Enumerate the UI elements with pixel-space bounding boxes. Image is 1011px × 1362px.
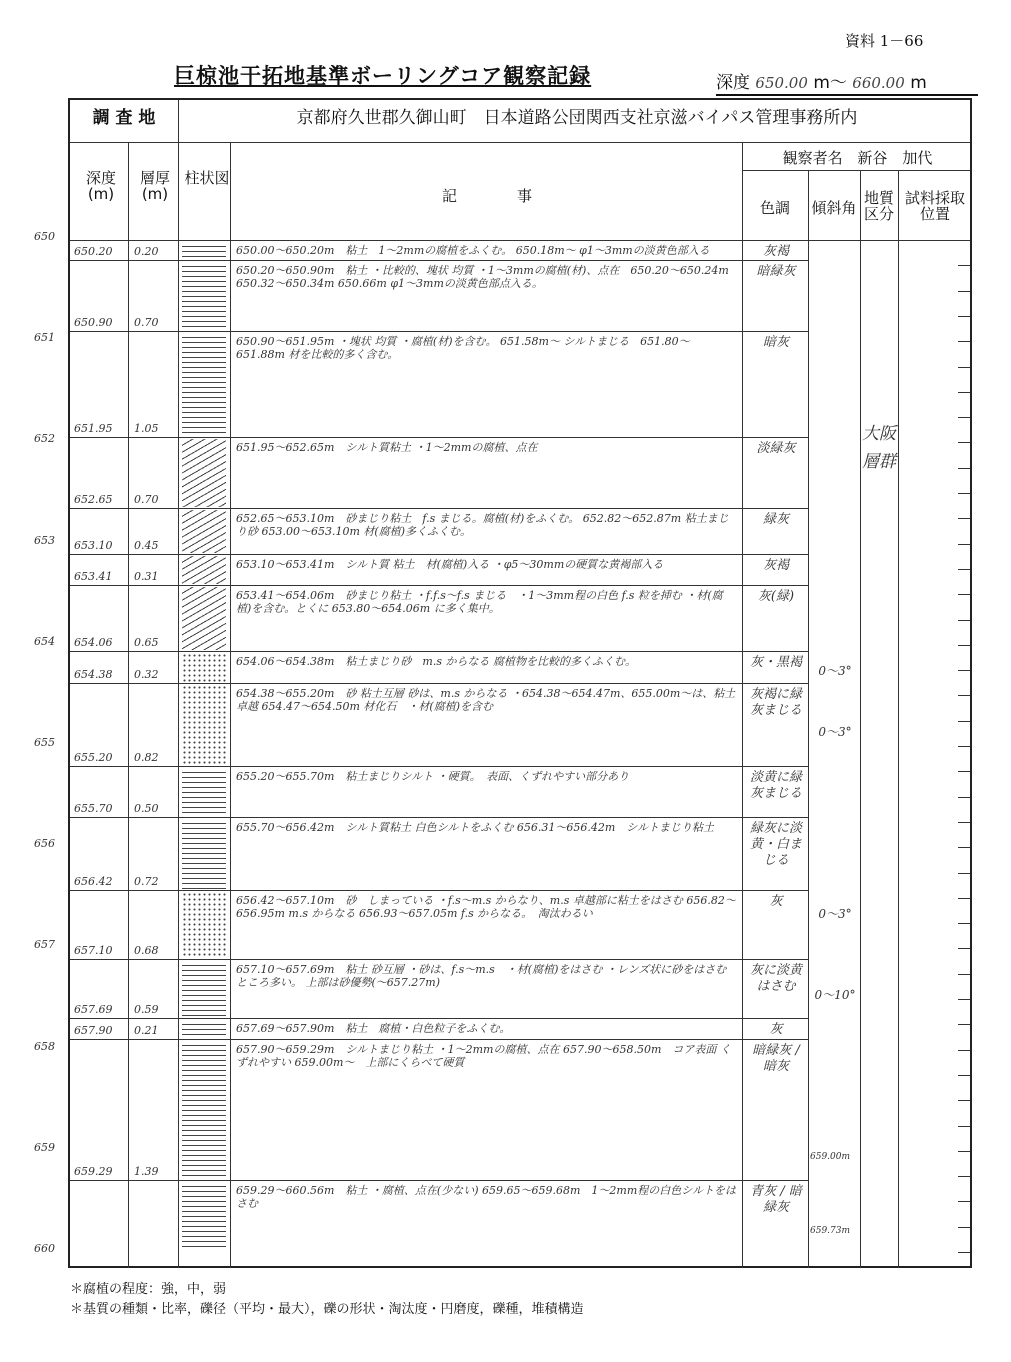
layer-boundary xyxy=(70,890,808,891)
layer-color: 灰 xyxy=(769,1022,783,1038)
scale-tick xyxy=(958,1176,970,1177)
document-title: 巨椋池干拓地基準ボーリングコア観察記録 xyxy=(174,64,592,88)
scale-tick xyxy=(958,999,970,1000)
scale-tick xyxy=(958,1252,970,1253)
depth-range xyxy=(716,68,978,96)
layer-thickness: 0.70 xyxy=(134,316,159,330)
layer-note: 655.20〜655.70m 粘土まじりシルト ・硬質。 表面、くずれやすい部分あり xyxy=(236,770,630,784)
column-graphic xyxy=(182,768,226,816)
layer-note: 659.29〜660.56m 粘土 ・腐植、点在(少ない) 659.65〜659.68m 1〜2mm程の白色シルトをはさむ xyxy=(236,1184,736,1211)
scale-tick xyxy=(958,822,970,823)
layer-boundary xyxy=(70,331,808,332)
depth-range-unit2: m xyxy=(910,73,927,93)
scale-tick xyxy=(958,240,970,241)
scale-tick xyxy=(958,974,970,975)
column-graphic xyxy=(182,439,226,507)
layer-boundary xyxy=(70,959,808,960)
layer-thickness: 0.59 xyxy=(134,1003,159,1017)
layer-note: 657.69〜657.90m 粘土 腐植・白色粒子をふくむ。 xyxy=(236,1022,511,1036)
layer-color: 灰褐 xyxy=(762,244,789,259)
layer-note: 656.42〜657.10m 砂 しまっている ・f.s〜m.s からなり、m.s 卓越部に粘土をはさむ 656.82〜656.95m m.s からなる 656.93〜657.05m f.s からなる。 淘汰わるい xyxy=(236,893,736,920)
layer-note: 654.06〜654.38m 粘土まじり砂 m.s からなる 腐植物を比較的多くふくむ。 xyxy=(236,654,636,668)
layer-color: 暗緑灰 xyxy=(756,264,796,280)
layer-thickness: 0.65 xyxy=(134,635,159,649)
column-graphic xyxy=(182,1020,226,1038)
layer-boundary xyxy=(70,651,808,652)
header-geo: 地質区分 xyxy=(863,189,894,223)
layer-boundary xyxy=(70,1039,808,1040)
layer-thickness: 0.20 xyxy=(134,245,159,259)
core-log-table xyxy=(68,98,972,1268)
layer-boundary xyxy=(70,554,808,555)
layer-depth: 653.10 xyxy=(74,538,113,552)
scale-tick xyxy=(958,594,970,595)
depth-range-from: 650.00 xyxy=(755,74,808,92)
scale-tick xyxy=(958,291,970,292)
layer-depth: 650.90 xyxy=(74,316,113,330)
site-value: 京都府久世郡久御山町 日本道路公団関西支社京滋バイパス管理事務所内 xyxy=(296,108,858,128)
layer-thickness: 0.31 xyxy=(134,570,159,584)
site-label: 調 査 地 xyxy=(92,108,156,128)
column-graphic xyxy=(182,653,226,682)
layer-thickness: 0.82 xyxy=(134,751,159,765)
layer-note: 653.10〜653.41m シルト質 粘土 材(腐植)入る ・φ5〜30mmの硬質な黄褐部入る xyxy=(236,557,664,571)
header-color: 色調 xyxy=(759,199,790,217)
column-graphic xyxy=(182,262,226,330)
header-depth: 深度(m) xyxy=(85,169,116,203)
scale-tick xyxy=(958,797,970,798)
layer-depth: 652.65 xyxy=(74,493,113,507)
layer-boundary xyxy=(70,585,808,586)
layer-depth: 654.06 xyxy=(74,635,113,649)
header-sample: 試料採取位置 xyxy=(904,189,965,223)
layer-color: 緑灰 xyxy=(762,512,789,528)
depth-scale-label: 655 xyxy=(34,736,55,749)
scale-tick xyxy=(958,847,970,848)
scale-tick xyxy=(958,923,970,924)
header-notes: 記 事 xyxy=(441,187,532,205)
scale-tick xyxy=(958,442,970,443)
layer-color: 灰(緑) xyxy=(757,589,795,605)
layer-depth: 659.29 xyxy=(74,1165,113,1179)
scale-tick xyxy=(958,1126,970,1127)
layer-thickness: 0.45 xyxy=(134,538,159,552)
layer-color: 暗緑灰 / 暗灰 xyxy=(752,1043,800,1075)
scale-tick xyxy=(958,948,970,949)
layer-color: 淡黄に緑灰まじる xyxy=(749,770,802,802)
scale-tick xyxy=(958,721,970,722)
layer-boundary xyxy=(70,766,808,767)
layer-note: 650.00〜650.20m 粘土 1〜2mmの腐植をふくむ。 650.18m〜 φ1〜3mmの淡黄色部入る xyxy=(236,244,710,257)
scale-tick xyxy=(958,620,970,621)
depth-range-prefix: 深度 xyxy=(716,73,750,93)
depth-scale-label: 651 xyxy=(34,331,55,345)
layer-color: 灰に淡黄はさむ xyxy=(749,962,802,994)
scale-tick xyxy=(958,1151,970,1152)
depth-scale-label: 656 xyxy=(34,837,55,851)
depth-scale-label: 657 xyxy=(34,938,55,952)
column-graphic xyxy=(182,892,226,958)
column-graphic xyxy=(182,685,226,765)
layer-color: 灰・黒褐 xyxy=(749,654,802,670)
layer-color: 暗灰 xyxy=(762,335,789,351)
layer-color: 灰 xyxy=(769,893,783,909)
layer-thickness: 0.21 xyxy=(134,1024,159,1038)
scale-tick xyxy=(958,468,970,469)
scale-tick xyxy=(958,544,970,545)
layer-thickness: 0.70 xyxy=(134,493,159,507)
layer-depth: 657.10 xyxy=(74,943,113,957)
scale-tick xyxy=(958,569,970,570)
layer-depth: 650.20 xyxy=(74,245,113,259)
layer-depth: 656.42 xyxy=(74,874,113,888)
scale-tick xyxy=(958,771,970,772)
layer-depth: 657.90 xyxy=(74,1024,113,1038)
column-graphic xyxy=(182,961,226,1018)
layer-note: 657.10〜657.69m 粘土 砂互層 ・砂は、f.s〜m.s ・材(腐植)をはさむ ・レンズ状に砂をはさむところ多い。 上部は砂優勢(〜657.27m) xyxy=(236,962,727,989)
layer-thickness: 0.72 xyxy=(134,874,159,888)
scale-tick xyxy=(958,493,970,494)
layer-boundary xyxy=(70,437,808,438)
depth-scale-label: 652 xyxy=(34,432,55,446)
layer-thickness: 0.32 xyxy=(134,668,159,682)
layer-depth: 653.41 xyxy=(74,570,113,584)
layer-thickness: 0.50 xyxy=(134,801,159,815)
layer-depth: 655.70 xyxy=(74,801,113,815)
dip-value: 0〜10° xyxy=(814,987,856,1002)
dip-value: 0〜3° xyxy=(818,664,852,679)
column-graphic xyxy=(182,819,226,889)
scale-tick xyxy=(958,265,970,266)
layer-boundary xyxy=(70,508,808,509)
observer xyxy=(745,150,970,166)
layer-note: 650.20〜650.90m 粘土 ・比較的、塊状 均質 ・1〜3mmの腐植(材)、点在 650.20〜650.24m 650.32〜650.34m 650.66m φ1〜3mmの淡黄色部点入る。 xyxy=(236,264,729,291)
layer-note: 651.95〜652.65m シルト質粘土 ・1〜2mmの腐植、点在 xyxy=(236,441,538,455)
column-graphic xyxy=(182,242,226,259)
layer-note: 654.38〜655.20m 砂 粘土互層 砂は、m.s からなる ・654.38〜654.47m、655.00m〜は、粘土卓越 654.47〜654.50m 材化石 ・材(腐植)を含む xyxy=(236,687,736,714)
layer-color: 緑灰に淡黄・白まじる xyxy=(749,820,802,868)
layer-thickness: 1.39 xyxy=(134,1165,159,1179)
layer-depth: 657.69 xyxy=(74,1003,113,1017)
column-graphic xyxy=(182,587,226,650)
observer-label: 観察者名 xyxy=(782,149,843,167)
depth-scale-label: 660 xyxy=(34,1242,55,1255)
depth-scale-label: 659 xyxy=(34,1140,55,1154)
dip-value: 0〜3° xyxy=(818,724,852,739)
header-dip: 傾斜角 xyxy=(811,199,857,217)
scale-tick xyxy=(958,670,970,671)
sample-mark: 659.00m xyxy=(810,1151,851,1162)
layer-note: 650.90〜651.95m ・塊状 均質 ・腐植(材)を含む。 651.58m〜 シルトまじる 651.80〜651.88m 材を比較的多く含む。 xyxy=(236,335,690,362)
depth-range-unit1: m〜 xyxy=(813,73,847,93)
layer-note: 657.90〜659.29m シルトまじり粘土 ・1〜2mmの腐植、点在 657.90〜658.50m コア表面 くずれやすい 659.00m〜 上部にくらべて硬質 xyxy=(236,1043,731,1070)
layer-boundary xyxy=(70,817,808,818)
layer-depth: 655.20 xyxy=(74,751,113,765)
column-graphic xyxy=(182,333,226,436)
geo-unit: 大阪層群 xyxy=(862,424,896,472)
footnote-2: ＊基質の種類・比率，礫径（平均・最大），礫の形状・淘汰度・円磨度，礫種，堆積構造 xyxy=(70,1302,584,1317)
depth-scale-label: 650 xyxy=(34,230,55,243)
scale-tick xyxy=(958,746,970,747)
layer-color: 灰褐に緑灰まじる xyxy=(749,687,802,719)
column-graphic xyxy=(182,556,226,584)
layer-thickness: 0.68 xyxy=(134,943,159,957)
scale-tick xyxy=(958,367,970,368)
scale-tick xyxy=(958,1100,970,1101)
layer-color: 灰褐 xyxy=(762,557,789,573)
depth-scale-label: 658 xyxy=(34,1039,55,1053)
scale-tick xyxy=(958,316,970,317)
layer-depth: 654.38 xyxy=(74,668,113,682)
depth-scale-label: 654 xyxy=(34,634,55,648)
scale-tick xyxy=(958,873,970,874)
scale-tick xyxy=(958,518,970,519)
column-graphic xyxy=(182,1041,226,1179)
layer-color: 青灰 / 暗緑灰 xyxy=(750,1184,802,1216)
layer-color: 淡緑灰 xyxy=(756,441,796,457)
depth-scale-label: 653 xyxy=(34,533,55,547)
layer-boundary xyxy=(70,1180,808,1181)
column-graphic xyxy=(182,1182,226,1251)
layer-boundary xyxy=(70,1018,808,1019)
scale-tick xyxy=(958,392,970,393)
layer-depth: 651.95 xyxy=(74,422,113,436)
scale-tick xyxy=(958,695,970,696)
depth-range-to: 660.00 xyxy=(852,74,905,92)
header-column: 柱状図 xyxy=(184,169,230,187)
layer-note: 652.65〜653.10m 砂まじり粘土 f.s まじる。腐植(材)をふくむ。 652.82〜652.87m 粘土まじり砂 653.00〜653.10m 材(腐植)多くふくむ。 xyxy=(236,512,729,539)
scale-tick xyxy=(958,898,970,899)
layer-thickness: 1.05 xyxy=(134,422,159,436)
layer-note: 655.70〜656.42m シルト質粘土 白色シルトをふくむ 656.31〜656.42m シルトまじり粘土 xyxy=(236,820,714,834)
scale-tick xyxy=(958,417,970,418)
dip-value: 0〜3° xyxy=(818,906,852,921)
layer-boundary xyxy=(70,260,808,261)
scale-tick xyxy=(958,1024,970,1025)
observer-name: 新谷 加代 xyxy=(857,149,933,167)
sample-mark: 659.73m xyxy=(810,1225,851,1236)
page-number: 資料 1－66 xyxy=(845,32,924,50)
header-thickness: 層厚(m) xyxy=(139,169,170,203)
layer-boundary xyxy=(70,683,808,684)
scale-tick xyxy=(958,645,970,646)
scale-tick xyxy=(958,1075,970,1076)
layer-note: 653.41〜654.06m 砂まじり粘土 ・f.f.s〜f.s まじる ・1〜3mm程の白色 f.s 粒を挿む ・材(腐植)を含む。とくに 653.80〜654.06m に多く集中。 xyxy=(236,589,723,616)
column-graphic xyxy=(182,510,226,553)
scale-tick xyxy=(958,341,970,342)
scale-tick xyxy=(958,1050,970,1051)
scale-tick xyxy=(958,1227,970,1228)
scale-tick xyxy=(958,1201,970,1202)
footnote-1: ＊腐植の程度：強，中，弱 xyxy=(70,1282,227,1297)
